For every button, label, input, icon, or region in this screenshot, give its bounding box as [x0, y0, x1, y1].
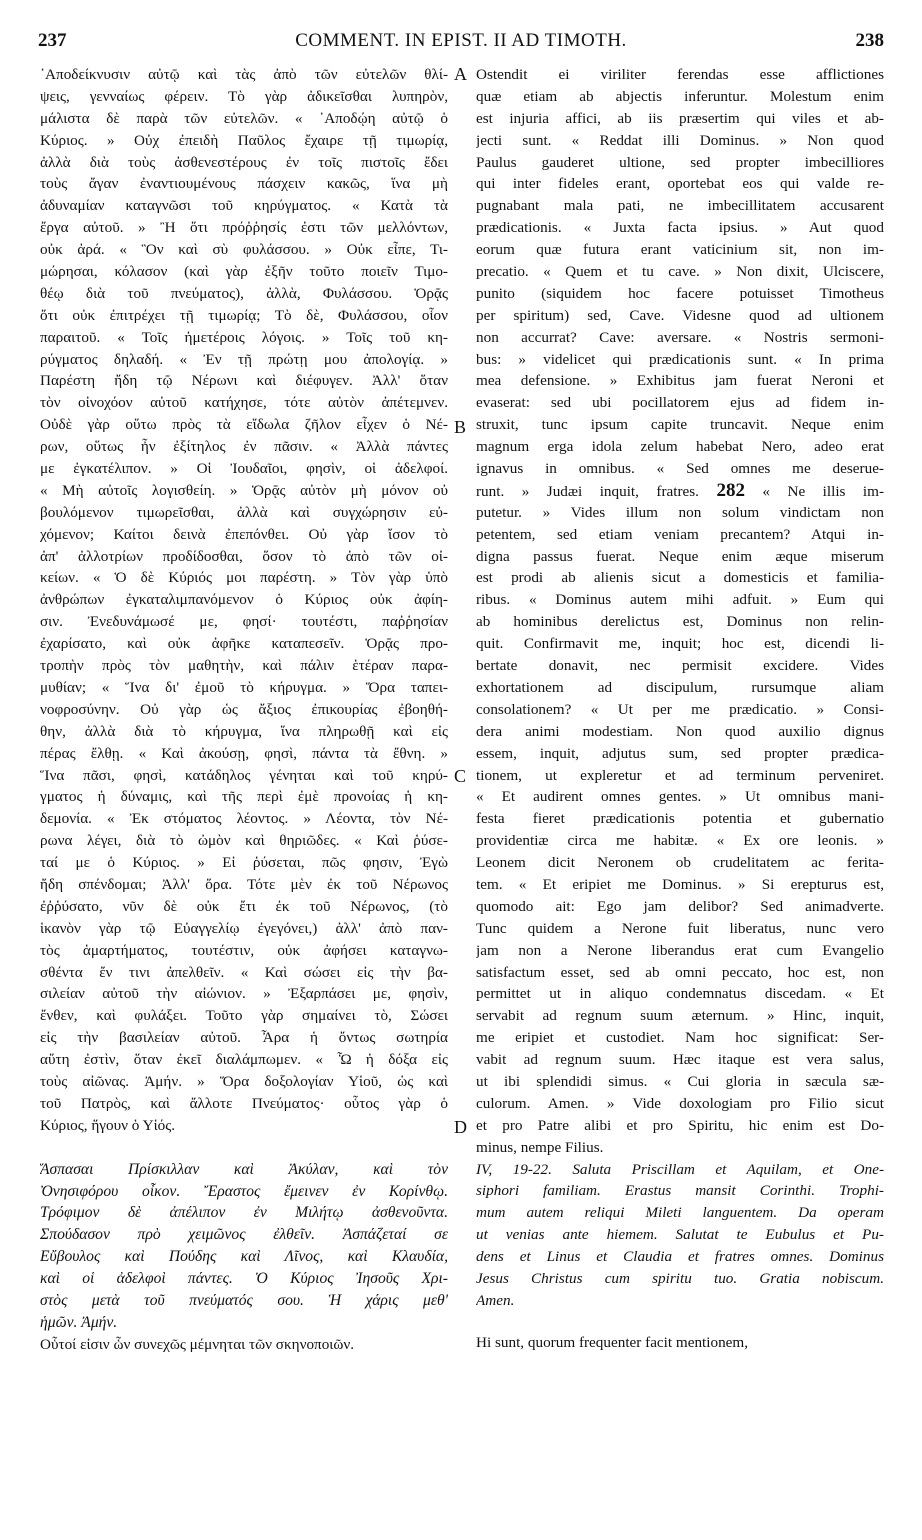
text-line: ᾿Αποδείκνυσιν αὐτῷ καὶ τὰς ἀπὸ τῶν εὐτελῶν θλί- [40, 66, 448, 83]
text-line: dera animi modestiam. Non quod auxilio dignus [476, 722, 884, 740]
text-line: δεμονία. « Ἐκ στόματος λέοντος. » Λέοντα, τὸν Νέ- [40, 810, 448, 828]
text-line: « Et audirent omnes gentes. » Ut omnibus mani- [476, 788, 884, 806]
text-line: ἡμῶν. Ἀμήν. [40, 1313, 118, 1331]
text-line: ρωνα λέγει, διὰ τὸ ὠμὸν καὶ θηριῶδες. « Καὶ ῥύσε- [40, 832, 448, 850]
text-line: minus, nempe Filius. [476, 1138, 604, 1156]
text-line: ἀδυναμίαν καταγνῶσι τοῦ κηρύγματος. « Κατὰ τὰ [40, 197, 448, 215]
text-line: Ostendit ei viriliter ferendas esse afflictiones [476, 66, 884, 83]
text-line: θην, ἀλλὰ διὰ τὸ κήρυγμα, ἵνα πληρωθῇ καὶ εἰς [40, 722, 448, 740]
text-line: οὐκ ἀρά. « Ὃν καὶ σὺ φυλάσσου. » Οὐκ εἶπε, Τι- [40, 241, 448, 259]
text-line: Paulus gauderet ultione, sed propter imbecilliores [476, 153, 884, 171]
text-line: ἔνθεν, καὶ φυλάξει. Τοῦτο γὰρ σημαίνει τὸ, Σώσει [40, 1007, 448, 1025]
text-line: ut ibi splendidi simus. « Cui gloria in sæcula sæ- [476, 1072, 884, 1090]
text-line: magnum erga idola zelum habebat Nero, adeo erat [476, 438, 884, 456]
text-line: μώρησαι, κόλασον (καὶ γὰρ ἐξῆν τοῦτο ποιεῖν Τιμο- [40, 263, 448, 281]
text-line: satisfactum esset, sed ab omni peccato, hoc est, non [476, 963, 884, 981]
text-line: σιλείαν αὐτοῦ τὴν αἰώνιον. » Ἐξαρπάσει με, φησὶν, [40, 985, 448, 1003]
text-line: culorum. Amen. » Vide doxologiam pro Filio sicut [476, 1094, 884, 1112]
text-line: mea defensione. » Exhibitus jam fuerat Neroni et [476, 372, 884, 390]
text-line: evaserat: sed ubi pocillatorem ejus ad fidem in- [476, 394, 884, 412]
text-line: essem, inquit, adjutus sum, sed propter prædica- [476, 744, 884, 762]
text-line: ἔργα αὐτοῦ. » Ἢ ὅτι πρόῤῥησίς ἐστι τῶν μελλόντων, [40, 219, 448, 237]
text-line: χόμενον; Καίτοι δεινὰ ἐπεπόνθει. Οὐ γὰρ ἴσον τὸ [40, 525, 448, 543]
text-line: quomodo ait: Ego jam delibor? Sed animadverte. [476, 897, 884, 915]
page-number-right: 238 [855, 30, 884, 51]
text-line: ἀνθρώπων ἐγκαταλιμπανόμενον ὁ Κύριος οὐκ ἀφίη- [40, 591, 448, 609]
text-line: Ἵνα πᾶσι, φησὶ, κατάδηλος γένηται καὶ τοῦ κηρύ- [40, 766, 448, 784]
text-line: precatio. « Quem et tu cave. » Non dixit, Ulciscere, [476, 263, 884, 281]
text-line: per spiritum) sed, Cave. Videsne quod ad ultionem [476, 306, 884, 324]
text-line: τοῦ Πατρὸς, καὶ ἄλλοτε Πνεύματος· οὗτος γὰρ ὁ [40, 1094, 448, 1112]
text-line: putetur. » Vides illum non solum vindictam non [476, 503, 884, 521]
text-fragment: runt. » Judæi inquit, fratres. [476, 482, 699, 500]
text-line: ἀπ' ἀλλοτρίων προδίδοσθαι, ὅσον τὸ ἀπὸ τῶν οἰ- [40, 547, 448, 565]
text-line: Tunc quidem a Nerone fuit liberatus, nunc vero [476, 919, 884, 937]
text-line: non accurrat? Cave: aversare. « Nostris sermoni- [476, 328, 884, 346]
text-line: ribus. « Dominus autem mihi adfuit. » Eum qui [476, 591, 884, 609]
text-line: qui inter fideles erant, oportebat eos qui valde re- [476, 175, 884, 193]
text-line: τροπὴν πρὸς τὸν μαθητὴν, καὶ πάλιν ἑτέραν παρα- [40, 657, 448, 675]
margin-letter-c: C [454, 766, 467, 786]
text-line: jam non a Nerone liberandus erat cum Evangelio [476, 941, 884, 959]
text-line: παραιτοῦ. « Τοῖς ἡμετέροις λόγοις. » Τοῖς τοῦ κη- [40, 328, 448, 346]
text-line: ignavus in omnibus. « Sed omnes me deserue- [476, 460, 884, 478]
text-line: prædicationis. « Juxta facta ipsius. » Aut quod [476, 219, 884, 237]
text-line: θέῳ διὰ τοῦ πνεύματος), ἀλλὰ, Φυλάσσου. Ὁρᾷς [40, 284, 448, 302]
text-line: ρύγματος δηλαδή. « Ἐν τῇ πρώτῃ μου ἀπολογίᾳ. » [40, 350, 448, 368]
text-line: Τρόφιμον δὲ ἀπέλιπον ἐν Μιλήτῳ ἀσθενοῦντα. [40, 1204, 448, 1222]
text-line: tionem, ut expleretur et ad terminum perveniret. [476, 766, 884, 784]
text-line: quit. Confirmavit me, inquit; hoc est, dicendi li- [476, 635, 884, 653]
text-line: τοὺς ἄγαν ἐναντιουμένους πάσχειν κακῶς, ἵνα μὴ [40, 175, 448, 193]
text-line: Κύριος, ἥγουν ὁ Υἱός. [40, 1116, 176, 1134]
text-line: digna passus fuerat. Neque enim æque miserum [476, 547, 884, 565]
text-line: ἱκανὸν γὰρ τῷ Εὐαγγελίῳ ἐγεγόνει,) ἀλλ' ἀπὸ παν- [40, 919, 448, 937]
text-line: Hi sunt, quorum frequenter facit mentionem, [476, 1333, 749, 1351]
text-line: Οὗτοί εἰσιν ὧν συνεχῶς μέμνηται τῶν σκηνοποιῶν. [40, 1335, 355, 1353]
text-line: κείων. « Ὁ δὲ Κύριός μοι παρέστη. » Τὸν γὰρ ὑπὸ [40, 569, 448, 587]
text-line: struxit, tunc ipsum capite truncavit. Neque enim [476, 416, 884, 434]
margin-letter-d: D [454, 1117, 467, 1137]
text-line: me eripiet et custodiet. Nam hoc significat: Ser- [476, 1029, 884, 1047]
margin-letter-a: A [454, 64, 467, 84]
latin-column [476, 64, 884, 1354]
text-line: est injuria affici, ab iis præsertim qui viles et ab- [476, 109, 884, 127]
text-line: καὶ οἱ ἀδελφοὶ πάντες. Ὁ Κύριος Ἰησοῦς Χρι- [40, 1270, 448, 1288]
text-line: νοφροσύνην. Οὐ γὰρ ὡς ἄξιος ἐπικουρίας ἐβοηθή- [40, 700, 448, 718]
text-line: μάλιστα δὲ παρὰ τῶν εὐτελῶν. « ᾿Αποδῴη αὐτῷ ὁ [40, 109, 448, 127]
text-line [476, 480, 884, 502]
page-number-left: 237 [38, 30, 67, 51]
text-line: et pro Patre alibi et pro Spiritu, hic enim est Do- [476, 1116, 884, 1134]
text-line: ἤδη σπένδομαι; Ἀλλ' ὅρα. Τότε μὲν ἐκ τοῦ Νέρωνος [40, 875, 448, 893]
text-line: ὅτι οὐκ ἐπιτρέχει τῇ τιμωρίᾳ; Τὸ δὲ, Φυλάσσου, οἷον [40, 306, 448, 324]
text-line: est prodi ab alienis sicut a domesticis et familia- [476, 569, 884, 587]
margin-letter-b: B [454, 417, 467, 437]
text-line: Παρέστη ἤδη τῷ Νέρωνι καὶ διέφυγεν. Ἀλλ' ὅταν [40, 372, 448, 390]
text-line: vabit ad regnum suum. Hæc itaque est vera salus, [476, 1051, 884, 1069]
text-line: Jesus Christus cum spiritu tuo. Gratia nobiscum. [476, 1269, 884, 1287]
text-line: Κύριος. » Οὐχ ἐπειδὴ Παῦλος ἔχαιρε τῇ τιμωρίᾳ, [40, 131, 448, 149]
text-line: Σπούδασον πρὸ χειμῶνος ἐλθεῖν. Ἀσπάζεταί σε [40, 1226, 448, 1244]
text-line: μυθίαν; « Ἵνα δι' ἐμοῦ τὸ κήρυγμα. » Ὅρα ταπει- [40, 678, 448, 696]
text-line: Leonem dicit Neronem ob crudelitatem ac ferita- [476, 854, 884, 872]
text-line: στὸς μετὰ τοῦ πνεύματός σου. Ἡ χάρις μεθ' [40, 1291, 448, 1309]
text-line: siphori familiam. Erastus mansit Corinthi. Trophi- [476, 1182, 884, 1200]
text-line: ρων, οὕτως ἦν ἐξίτηλος ἐν πᾶσιν. « Ἀλλὰ πάντες [40, 438, 448, 456]
text-line: eorum quæ futura erant vaticinium sit, non im- [476, 241, 884, 259]
greek-column [40, 64, 448, 1356]
text-line: γματος ἡ δύναμις, καὶ τῆς περὶ ἐμὲ προνοίας ἡ κη- [40, 788, 448, 806]
text-line: Ὀνησιφόρου οἶκον. Ἔραστος ἔμεινεν ἐν Κορίνθῳ. [40, 1182, 448, 1200]
text-fragment: « Ne illis im- [762, 482, 884, 500]
text-line: festa fieret prædicationis potentia et gubernatio [476, 810, 884, 828]
text-line: ταί με ὁ Κύριος. » Εἰ ῥύσεται, πῶς φησιν, Ἐγὼ [40, 854, 448, 872]
text-line: ἐχαρίσατο, καὶ οὐκ ἀφῆκε καταπεσεῖν. Ὁρᾷς προ- [40, 635, 448, 653]
text-line: jecti sunt. « Reddat illi Dominus. » Non quod [476, 131, 884, 149]
text-line: quæ etiam ab abjectis inferuntur. Molestum enim [476, 87, 884, 105]
text-line: ut venias ante hiemem. Salutat te Eubulus et Pu- [476, 1226, 884, 1244]
text-line: tem. « Et eripiet me Dominus. » Si erepturus est, [476, 875, 884, 893]
text-line: τὸν οἰνοχόον αὐτοῦ κατήχησε, τότε αὐτὸν ἀπέτεμνεν. [40, 394, 448, 412]
text-line: ἀλλὰ διὰ τοὺς ἀσθενεστέρους ἐν τοῖς πιστοῖς ἔδει [40, 153, 448, 171]
text-line: αὕτη ἐστὶν, ὅταν ἐκεῖ διαλάμπωμεν. « Ὧ ἡ δόξα εἰς [40, 1051, 448, 1069]
text-line: « Μὴ αὐτοῖς λογισθείη. » Ὁρᾷς αὐτὸν μὴ μόνον οὐ [40, 481, 448, 499]
running-title: COMMENT. IN EPIST. II AD TIMOTH. [295, 30, 627, 51]
text-line: βουλόμενον τιμωρεῖσθαι, ἀλλὰ καὶ συγχώρησιν εὐ- [40, 503, 448, 521]
text-line: Εὔβουλος καὶ Πούδης καὶ Λῖνος, καὶ Κλαυδία, [40, 1248, 448, 1266]
text-line: petentem, sed etiam veniam precantem? Atqui in- [476, 525, 884, 543]
text-line: σιν. Ἐνεδυνάμωσέ με, φησί· τουτέστι, παῤῥησίαν [40, 613, 448, 631]
text-line: providentiæ circa me habitæ. « Ex ore leonis. » [476, 832, 884, 850]
text-line: πέρας ἔλθῃ. « Καὶ ἀκούσῃ, φησὶ, πάντα τὰ ἔθνη. » [40, 744, 448, 762]
text-line: mum autem reliqui Mileti languentem. Da operam [476, 1204, 884, 1222]
text-line: pugnabant mala pati, ne imbecillitatem accusarent [476, 197, 884, 215]
text-line: consolationem? « Ut per me prædicatio. » Consi- [476, 700, 884, 718]
paragraph-gap [476, 1312, 884, 1332]
text-line: ψεις, γενναίως φέρειν. Τὸ γὰρ ἀδικεῖσθαι λυπηρὸν, [40, 87, 448, 105]
text-line: Οὐδὲ γὰρ οὕτω πρὸς τὰ εἴδωλα ζῆλον εἶχεν ὁ Νέ- [40, 416, 448, 434]
text-line: exhortationem ad discipulum, rursumque aliam [476, 678, 884, 696]
text-line: τοὺς αἰῶνας. Ἀμήν. » Ὅρα δοξολογίαν Υἱοῦ, ὡς καὶ [40, 1072, 448, 1090]
page-marker: 282 [716, 479, 745, 501]
text-line: bertate donavit, nec permisit excidere. Vides [476, 657, 884, 675]
text-line: με ἐγκατέλιπον. » Οἱ Ἰουδαῖοι, φησὶν, οἱ ἀδελφοί. [40, 460, 448, 478]
running-header [38, 30, 884, 56]
text-line: Ἄσπασαι Πρίσκιλλαν καὶ Ἀκύλαν, καὶ τὸν [40, 1160, 448, 1178]
text-line: εἰς τὴν βασιλείαν αὐτοῦ. Ἆρα ἡ ὄντως σωτηρία [40, 1029, 448, 1047]
text-line: permittet ut in aliquo condemnatus discedam. « Et [476, 985, 884, 1003]
text-line: ab hominibus derelictus est, Dominus non relin- [476, 613, 884, 631]
text-line: IV, 19-22. Saluta Priscillam et Aquilam, et One- [476, 1160, 884, 1178]
text-line: τὸς ἁμαρτήματος, τουτέστιν, οὐκ ἀφήσει καταγνω- [40, 941, 448, 959]
text-line: bus: » videlicet qui prædicationis sunt. « In prima [476, 350, 884, 368]
text-line: dens et Linus et Claudia et fratres omnes. Dominus [476, 1248, 884, 1266]
paragraph-gap [40, 1137, 448, 1159]
text-line: servabit ad regnum suum æternum. » Hinc, inquit, [476, 1007, 884, 1025]
text-line: Amen. [476, 1291, 515, 1309]
text-line: σθέντα ἔν τινι ἀπελθεῖν. « Καὶ σώσει εἰς τὴν βα- [40, 963, 448, 981]
text-line: punito (siquidem hoc facere potuisset Timotheus [476, 284, 884, 302]
text-line: ἐῤῥύσατο, νῦν δὲ οὐκ ἔτι ἐκ τοῦ Νέρωνος, (τὸ [40, 897, 448, 915]
